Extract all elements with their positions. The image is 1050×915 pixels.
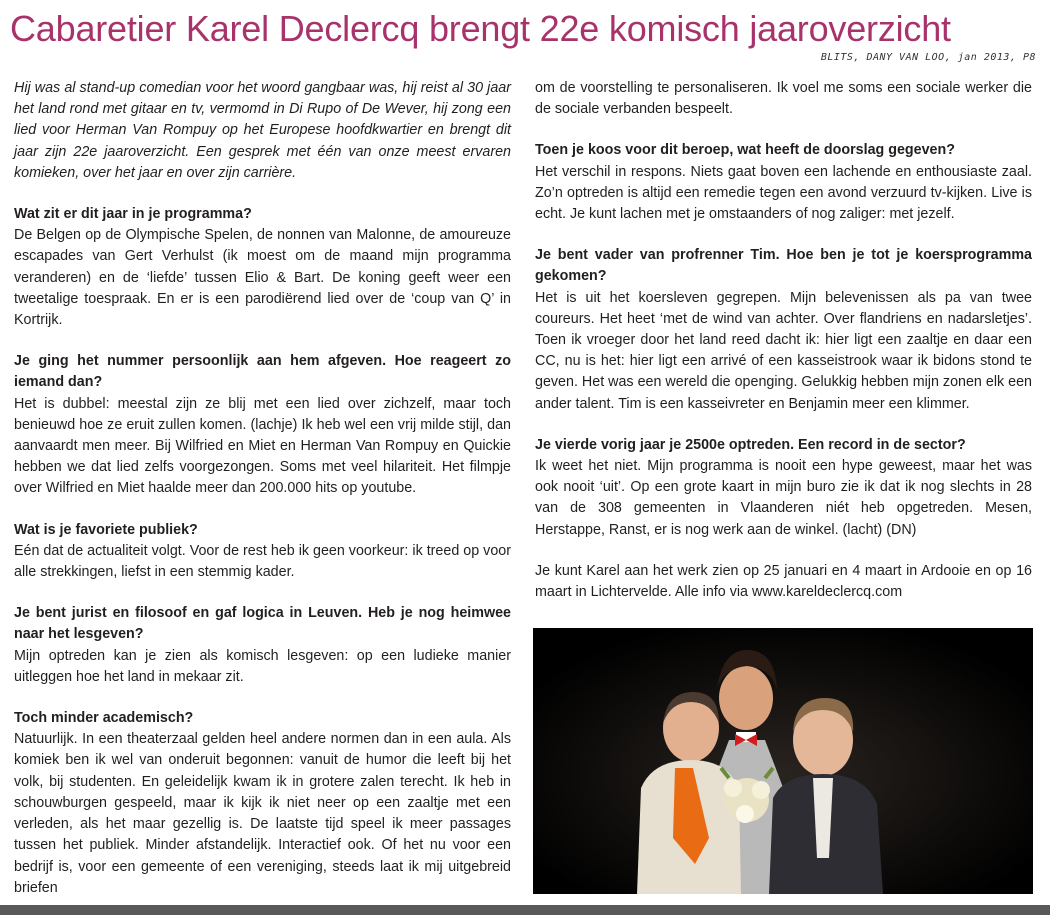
answer-5-continued: om de voorstelling te personaliseren. Ik voel me soms een sociale werker die de sociale verbanden bespeelt. xyxy=(535,80,1032,118)
question-6: Toen je koos voor dit beroep, wat heeft de doorslag gegeven? xyxy=(535,142,955,159)
intro-paragraph: Hij was al stand-up comedian voor het woord gangbaar was, hij reist al 30 jaar het land rond met gitaar en tv, vermomd in Di Rupo of De Wever, hij zong een lied voor Herman Van Rompuy op het Europese hoofdkwartier en brengt dit jaar zijn 22e jaaroverzicht. Een gesprek met één van onze meest ervaren komieken, over het jaar en over zijn carrière. xyxy=(14,80,511,181)
source-note: BLITS, DANY VAN LOO, jan 2013, P8 xyxy=(820,52,1036,63)
right-column xyxy=(535,78,1032,603)
answer-2: Het is dubbel: meestal zijn ze blij met een lied over zichzelf, maar toch benieuwd hoe ze eruit zullen komen. (lachje) Ik heb wel een vrij milde stijl, dan aanvaardt men meer. Bij Wilfried en Miet en Herman Van Rompuy en Quickie hebben we dat lied zelfs voorgezongen. Soms met veel hilariteit. Het filmpje over Wilfried en Miet haalde meer dan 200.000 hits op youtube. xyxy=(14,395,511,497)
answer-6: Het verschil in respons. Niets gaat boven een lachende en enthousiaste zaal. Zo’n optreden is altijd een remedie tegen een avond verzuurd tv-kijken. Live is echt. Je kunt lachen met je omstaanders of nog zaliger: met jezelf. xyxy=(535,163,1032,223)
question-8: Je vierde vorig jaar je 2500e optreden. Een record in de sector? xyxy=(535,436,966,453)
article-title: Cabaretier Karel Declercq brengt 22e komisch jaaroverzicht xyxy=(10,8,951,49)
answer-3: Eén dat de actualiteit volgt. Voor de rest heb ik geen voorkeur: ik treed op voor alle strekkingen, liefst in een stemmig kader. xyxy=(14,542,511,581)
question-2: Je ging het nummer persoonlijk aan hem afgeven. Hoe reageert zo iemand dan? xyxy=(14,353,511,391)
article-photo xyxy=(533,628,1033,894)
question-7: Je bent vader van profrenner Tim. Hoe ben je tot je koersprogramma gekomen? xyxy=(535,247,1032,285)
answer-1: De Belgen op de Olympische Spelen, de nonnen van Malonne, de amoureuze escapades van Gert Verhulst (ik moest om de maand mijn programma veranderen) en de ‘liefde’ tussen Elio & Bart. De koning geeft weer een tweetalige toespraak. En er is een parodiërend lied over de ‘coup van Q’ in Kortrijk. xyxy=(14,227,511,329)
left-column xyxy=(14,78,511,899)
footer-bar xyxy=(0,905,1050,915)
question-4: Je bent jurist en filosoof en gaf logica in Leuven. Heb je nog heimwee naar het lesgeven? xyxy=(14,605,511,643)
answer-8: Ik weet het niet. Mijn programma is nooit een hype geweest, maar het was ook nooit ‘uit’. Op een grote kaart in mijn buro zie ik dat ik nog slechts in 28 van de 308 gemeenten in Vlaanderen niét heb opgetreden. Mesen, Herstappe, Ranst, er is nog werk aan de winkel. (lacht) (DN) xyxy=(535,458,1032,538)
answer-5: Natuurlijk. In een theaterzaal gelden heel andere normen dan in een aula. Als komiek ben ik wel van onderuit begonnen: vanuit de humor die leeft bij het volk, bij studenten. En geleidelijk kwam ik in grotere zalen terecht. Ik heb in schouwburgen gespeeld, maar ik kijk ik niet neer op een zaaltje met een verleden, als het maar gezellig is. De laatste tijd speel ik meer passages tussen het publiek. Minder afstandelijk. Interactief ook. Of het nu voor een bedrijf is, voor een gemeente of een vereniging, steeds laat ik mij uitgebreid briefen xyxy=(14,731,511,896)
answer-4: Mijn optreden kan je zien als komisch lesgeven: op een ludieke manier uitleggen hoe het land in mekaar zit. xyxy=(14,647,511,685)
puppets-illustration xyxy=(533,628,1033,894)
question-1: Wat zit er dit jaar in je programma? xyxy=(14,206,252,223)
answer-7: Het is uit het koersleven gegrepen. Mijn belevenissen als pa van twee coureurs. Het heet ‘met de wind van achter. Over flandriens en nadarsletjes’. Toen ik vroeger door het land reed dacht ik: hier ligt een zaaltje en daar een CC, nu is het: hier ligt een arrivé of een kasseistrook waar ik bidons stond te geven. Het was een wereld die openging. Gelukkig hebben mijn zonen elk een ander talent. Tim is een kasseivreter en Benjamin meer een klimmer. xyxy=(535,289,1032,412)
closing-paragraph: Je kunt Karel aan het werk zien op 25 januari en 4 maart in Ardooie en op 16 maart in Lichtervelde. Alle info via www.kareldeclercq.com xyxy=(535,562,1032,601)
performer-face xyxy=(719,666,773,730)
question-5: Toch minder academisch? xyxy=(14,710,194,727)
question-3: Wat is je favoriete publiek? xyxy=(14,521,198,538)
